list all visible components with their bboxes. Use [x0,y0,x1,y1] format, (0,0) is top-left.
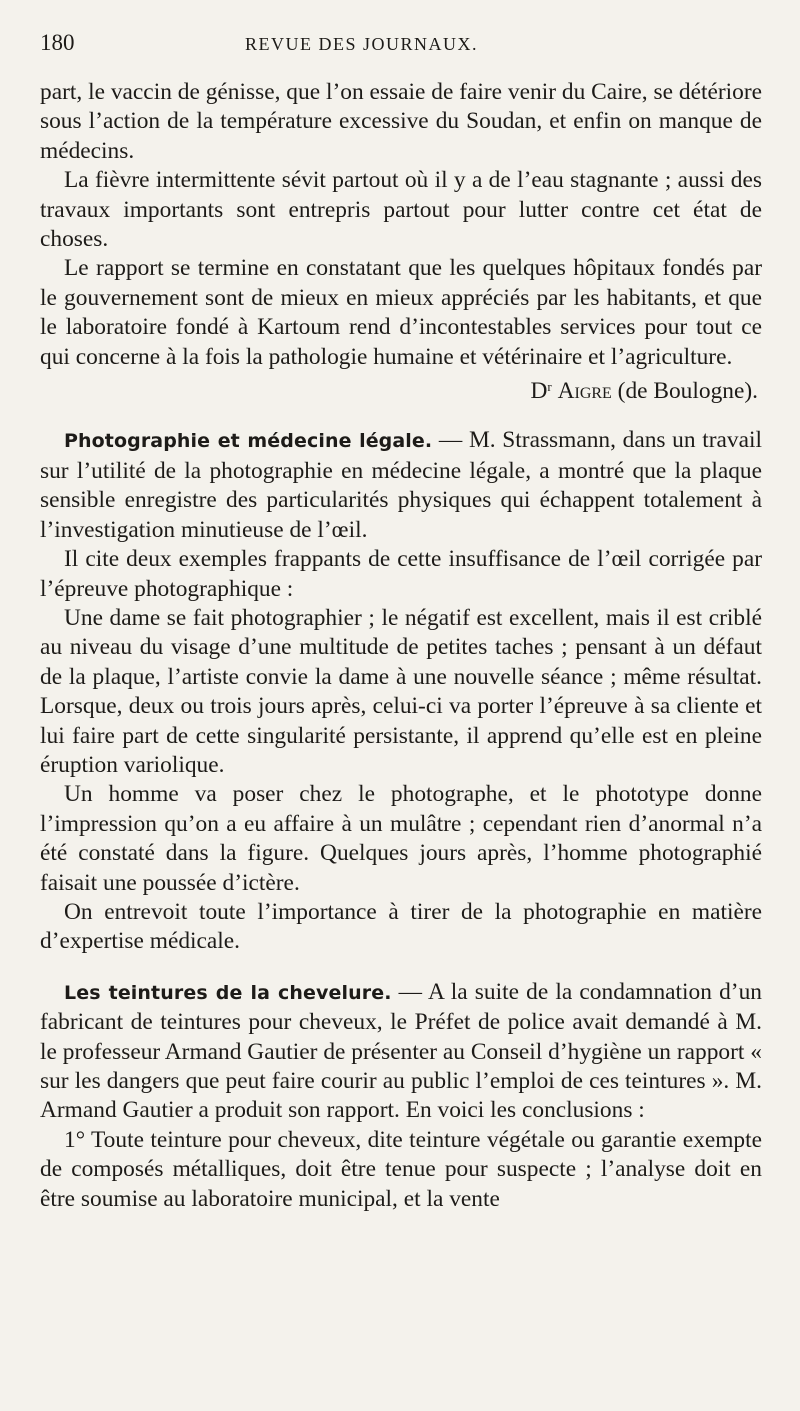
running-head [40,30,762,70]
section-gap [40,957,762,978]
signature-title: D [530,378,548,405]
article3-paragraph-1-text: — A la suite de la condamnation d’un fabricant de teintures pour cheveux, le Préfet de police avait demandé à M. le professeur Armand Gautier de présenter au Conseil d’hygiène un rapport « sur les dangers que peut faire courir au public l’emploi de ces teintures ». M. Armand Gautier a produit son rapport. En voici les conclusions : [40,978,762,1124]
journal-title: REVUE DES JOURNAUX. [245,34,479,54]
body-text [40,78,762,1214]
article2-paragraph-1-text: — M. Strassmann, dans un travail sur l’utilité de la photographie en médecine légale, a montré que la plaque sensible enregistre des particularités physiques qui échappent totalement à l’investigation minutieuse de l’œil. [40,427,762,543]
article2-paragraph-1 [40,426,762,545]
article2-paragraph-3: Une dame se fait photographier ; le négatif est excellent, mais il est criblé au niveau du visage d’une multitude de petites taches ; pensant à un défaut de la plaque, l’artiste convie la dame à une nouvelle séance ; même résultat. Lorsque, deux ou trois jours après, celui-ci va porter l’épreuve à sa cliente et lui faire part de cette singularité persistante, il apprend qu’elle est en pleine éruption variolique. [40,604,762,778]
section-gap [40,406,762,426]
article2-paragraph-2: Il cite deux exemples frappants de cette insuffisance de l’œil corrigée par l’épreuve photographique : [40,546,762,602]
article1-paragraph-2: La fièvre intermittente sévit partout où il y a de l’eau stagnante ; aussi des travaux importants sont entrepris partout pour lutter contre cet état de choses. [40,167,762,253]
article3-paragraph-2: 1° Toute teinture pour cheveux, dite teinture végétale ou garantie exempte de composés métalliques, doit être tenue pour suspecte ; l’analyse doit en être soumise au laboratoire municipal, et la vente [40,1126,762,1212]
article2-paragraph-4: Un homme va poser chez le photographe, et le phototype donne l’impression qu’on a eu affaire à un mulâtre ; cependant rien d’anormal n’a été constaté dans la figure. Quelques jours après, l’homme photographié faisait une poussée d’ictère. [40,781,762,896]
article1-paragraph-1: part, le vaccin de génisse, que l’on essaie de faire venir du Caire, se détériore sous l’action de la température excessive du Soudan, et enfin on manque de médecins. [40,79,762,164]
page-number: 180 [40,30,75,55]
signature-place: (de Boulogne). [611,378,758,405]
article2-paragraph-5: On entrevoit toute l’importance à tirer de la photographie en matière d’expertise médicale. [40,898,762,955]
article3-paragraph-1 [40,978,762,1126]
article3-heading: Les teintures de la chevelure. [64,981,392,1004]
article2-heading: Photographie et médecine légale. [64,430,433,453]
article1-signature [40,372,762,406]
signature-name: Aigre [557,378,612,405]
article1-paragraph-3: Le rapport se termine en constatant que les quelques hôpitaux fondés par le gouvernement sont de mieux en mieux appréciés par les habitants, et que le laboratoire fondé à Kartoum rend d’incontestables services pour tout ce qui concerne à la fois la pathologie humaine et vétérinaire et l’agriculture. [40,255,762,370]
signature-title-sup: r [547,379,552,395]
